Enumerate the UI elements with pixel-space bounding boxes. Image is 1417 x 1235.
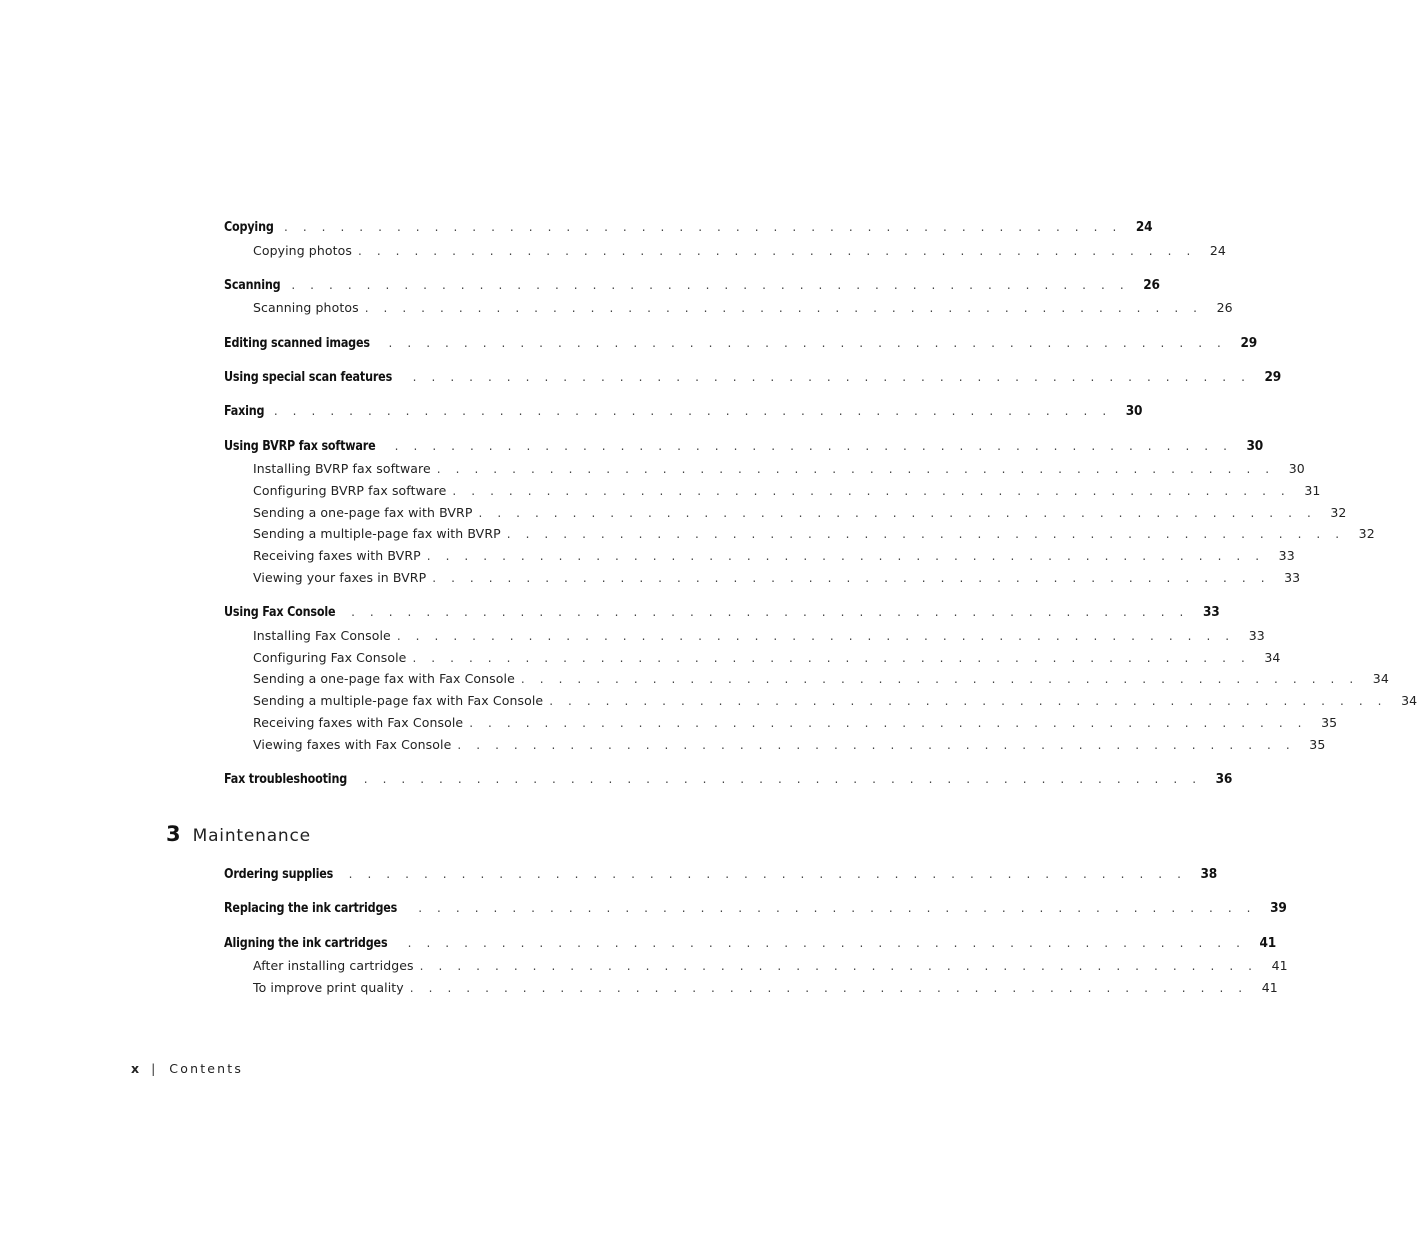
toc-entry-label: Scanning	[224, 277, 281, 293]
chapter-heading[interactable]	[166, 822, 311, 852]
toc-entry-viewing-fax-console[interactable]	[253, 737, 1326, 757]
toc-entry-receiving-fax-console[interactable]	[253, 715, 1338, 735]
toc-entry-label: Fax troubleshooting	[224, 771, 348, 787]
toc-entry-page: 24	[1209, 243, 1226, 258]
leader-dots: . . . . . . . . . . . . . . . . . . . . . . . . . . . . . . . . . . . . . . . . . . . . .	[396, 629, 1235, 643]
toc-entry-faxing[interactable]	[224, 403, 1143, 423]
leader-dots: . . . . . . . . . . . . . . . . . . . . . . . . . . . . . . . . . . . . . . . . . . . . .	[549, 694, 1388, 708]
toc-entry-label: Sending a one-page fax with Fax Console	[253, 671, 515, 686]
toc-entry-page: 33	[1278, 548, 1295, 563]
toc-entry-label: Ordering supplies	[224, 866, 334, 882]
toc-entry-page: 33	[1248, 628, 1265, 643]
toc-entry-label: Configuring BVRP fax software	[253, 483, 447, 498]
leader-dots: . . . . . . . . . . . . . . . . . . . . . . . . . . . . . . . . . . . . . . . . . . . . .	[452, 484, 1291, 498]
toc-entry-page: 34	[1372, 671, 1389, 686]
leader-dots: . . . . . . . . . . . . . . . . . . . . . . . . . . . . . . . . . . . . . . . . . . . . .	[412, 370, 1251, 384]
toc-entry-label: Scanning photos	[253, 300, 359, 315]
toc-entry-editing-scanned-images[interactable]	[224, 335, 1257, 355]
toc-entry-page: 41	[1261, 980, 1278, 995]
toc-entry-installing-fax-console[interactable]	[253, 628, 1265, 648]
leader-dots: . . . . . . . . . . . . . . . . . . . . . . . . . . . . . . . . . . . . . . . . . . . . .	[357, 244, 1196, 258]
toc-entry-label: Installing Fax Console	[253, 628, 391, 643]
leader-dots: . . . . . . . . . . . . . . . . . . . . . . . . . . . . . . . . . . . . . . . . . . . . .	[506, 527, 1345, 541]
toc-entry-label: Using BVRP fax software	[224, 438, 376, 454]
footer-separator: |	[151, 1061, 156, 1076]
leader-dots: . . . . . . . . . . . . . . . . . . . . . . . . . . . . . . . . . . . . . . . . . . . . .	[388, 336, 1227, 350]
toc-entry-page: 31	[1304, 483, 1321, 498]
page-footer	[131, 1061, 243, 1076]
toc-entry-label: To improve print quality	[253, 980, 404, 995]
leader-dots: . . . . . . . . . . . . . . . . . . . . . . . . . . . . . . . . . . . . . . . . . . . . .	[364, 301, 1203, 315]
toc-entry-label: Using special scan features	[224, 369, 393, 385]
toc-entry-copying[interactable]	[224, 219, 1153, 239]
leader-dots: . . . . . . . . . . . . . . . . . . . . . . . . . . . . . . . . . . . . . . . . . . . . .	[419, 959, 1258, 973]
toc-entry-label: Sending a multiple-page fax with BVRP	[253, 526, 501, 541]
leader-dots: . . . . . . . . . . . . . . . . . . . . . . . . . . . . . . . . . . . . . . . . . . . . .	[520, 672, 1359, 686]
leader-dots: . . . . . . . . . . . . . . . . . . . . . . . . . . . . . . . . . . . . . . . . . . . . .	[273, 404, 1112, 418]
leader-dots: . . . . . . . . . . . . . . . . . . . . . . . . . . . . . . . . . . . . . . . . . . . . .	[457, 738, 1296, 752]
leader-dots: . . . . . . . . . . . . . . . . . . . . . . . . . . . . . . . . . . . . . . . . . . . . .	[351, 605, 1189, 619]
toc-entry-page: 36	[1215, 771, 1233, 787]
toc-entry-aligning-cartridges[interactable]	[224, 935, 1277, 955]
toc-entry-label: Receiving faxes with Fax Console	[253, 715, 464, 730]
toc-entry-label: Using Fax Console	[224, 604, 336, 620]
chapter-number: 3	[166, 822, 181, 846]
toc-entry-page: 29	[1240, 335, 1257, 351]
leader-dots: . . . . . . . . . . . . . . . . . . . . . . . . . . . . . . . . . . . . . . . . . . . . .	[291, 278, 1130, 292]
toc-entry-page: 35	[1321, 715, 1338, 730]
toc-entry-fax-console[interactable]	[224, 604, 1220, 624]
chapter-title: Maintenance	[192, 826, 311, 846]
toc-entry-page: 33	[1202, 604, 1220, 620]
toc-entry-multi-page-bvrp[interactable]	[253, 526, 1375, 546]
leader-dots: . . . . . . . . . . . . . . . . . . . . . . . . . . . . . . . . . . . . . . . . . . . . .	[283, 220, 1122, 234]
toc-entry-page: 32	[1358, 526, 1375, 541]
toc-entry-page: 24	[1135, 219, 1153, 235]
toc-entry-label: Replacing the ink cartridges	[224, 900, 398, 916]
toc-entry-label: Sending a one-page fax with BVRP	[253, 505, 473, 520]
toc-entry-page: 38	[1200, 866, 1218, 882]
toc-entry-page: 39	[1270, 900, 1287, 916]
toc-entry-page: 26	[1216, 300, 1233, 315]
leader-dots: . . . . . . . . . . . . . . . . . . . . . . . . . . . . . . . . . . . . . . . . . . . . .	[436, 462, 1275, 476]
toc-entry-label: Viewing your faxes in BVRP	[253, 570, 427, 585]
toc-entry-after-installing[interactable]	[253, 958, 1288, 978]
toc-entry-configuring-fax-console[interactable]	[253, 650, 1281, 670]
leader-dots: . . . . . . . . . . . . . . . . . . . . . . . . . . . . . . . . . . . . . . . . . . . . .	[412, 651, 1251, 665]
toc-entry-label: Faxing	[224, 403, 265, 419]
toc-entry-page: 41	[1271, 958, 1288, 973]
toc-entry-page: 34	[1264, 650, 1281, 665]
footer-page-number: x	[131, 1061, 140, 1076]
toc-entry-label: Configuring Fax Console	[253, 650, 407, 665]
toc-entry-ordering-supplies[interactable]	[224, 866, 1218, 886]
leader-dots: . . . . . . . . . . . . . . . . . . . . . . . . . . . . . . . . . . . . . . . . . . . . .	[469, 716, 1308, 730]
toc-entry-label: Installing BVRP fax software	[253, 461, 431, 476]
toc-entry-label: Copying photos	[253, 243, 352, 258]
leader-dots: . . . . . . . . . . . . . . . . . . . . . . . . . . . . . . . . . . . . . . . . . . . . .	[407, 936, 1246, 950]
toc-entry-page: 34	[1401, 693, 1417, 708]
toc-entry-multi-page-fax-console[interactable]	[253, 693, 1417, 713]
toc-entry-label: Aligning the ink cartridges	[224, 935, 388, 951]
leader-dots: . . . . . . . . . . . . . . . . . . . . . . . . . . . . . . . . . . . . . . . . . . . . .	[478, 506, 1317, 520]
leader-dots: . . . . . . . . . . . . . . . . . . . . . . . . . . . . . . . . . . . . . . . . . . . . .	[409, 981, 1248, 995]
leader-dots: . . . . . . . . . . . . . . . . . . . . . . . . . . . . . . . . . . . . . . . . . . . . .	[426, 549, 1265, 563]
footer-section-name: Contents	[169, 1061, 244, 1076]
leader-dots: . . . . . . . . . . . . . . . . . . . . . . . . . . . . . . . . . . . . . . . . . . . . .	[432, 571, 1271, 585]
toc-entry-label: Receiving faxes with BVRP	[253, 548, 421, 563]
toc-entry-special-scan-features[interactable]	[224, 369, 1282, 389]
toc-entry-page: 30	[1288, 461, 1305, 476]
toc-entry-improve-print-quality[interactable]	[253, 980, 1278, 1000]
leader-dots: . . . . . . . . . . . . . . . . . . . . . . . . . . . . . . . . . . . . . . . . . . . . .	[348, 867, 1187, 881]
leader-dots: . . . . . . . . . . . . . . . . . . . . . . . . . . . . . . . . . . . . . . . . . . . . .	[418, 901, 1257, 915]
toc-entry-page: 26	[1143, 277, 1160, 293]
leader-dots: . . . . . . . . . . . . . . . . . . . . . . . . . . . . . . . . . . . . . . . . . . . . .	[363, 772, 1202, 786]
toc-entry-page: 30	[1246, 438, 1264, 454]
toc-entry-page: 32	[1330, 505, 1347, 520]
toc-entry-label: After installing cartridges	[253, 958, 414, 973]
toc-entry-replacing-cartridges[interactable]	[224, 900, 1287, 920]
leader-dots: . . . . . . . . . . . . . . . . . . . . . . . . . . . . . . . . . . . . . . . . . . . . .	[394, 439, 1233, 453]
toc-entry-label: Viewing faxes with Fax Console	[253, 737, 452, 752]
toc-entry-one-page-bvrp[interactable]	[253, 505, 1347, 525]
toc-entry-label: Editing scanned images	[224, 335, 370, 351]
toc-entry-page: 41	[1259, 935, 1277, 951]
toc-entry-label: Copying	[224, 219, 274, 235]
toc-entry-scanning[interactable]	[224, 277, 1160, 297]
toc-entry-bvrp-fax-software[interactable]	[224, 438, 1264, 458]
toc-entry-receiving-bvrp[interactable]	[253, 548, 1295, 568]
toc-entry-page: 35	[1309, 737, 1326, 752]
toc-entry-copying-photos[interactable]	[253, 243, 1226, 263]
toc-entry-label: Sending a multiple-page fax with Fax Console	[253, 693, 544, 708]
toc-entry-one-page-fax-console[interactable]	[253, 671, 1389, 691]
toc-entry-page: 30	[1125, 403, 1143, 419]
toc-entry-viewing-bvrp[interactable]	[253, 570, 1301, 590]
toc-entry-installing-bvrp[interactable]	[253, 461, 1305, 481]
toc-entry-scanning-photos[interactable]	[253, 300, 1233, 320]
toc-entry-page: 33	[1284, 570, 1301, 585]
toc-entry-page: 29	[1264, 369, 1282, 385]
toc-entry-fax-troubleshooting[interactable]	[224, 771, 1233, 791]
toc-entry-configuring-bvrp[interactable]	[253, 483, 1321, 503]
